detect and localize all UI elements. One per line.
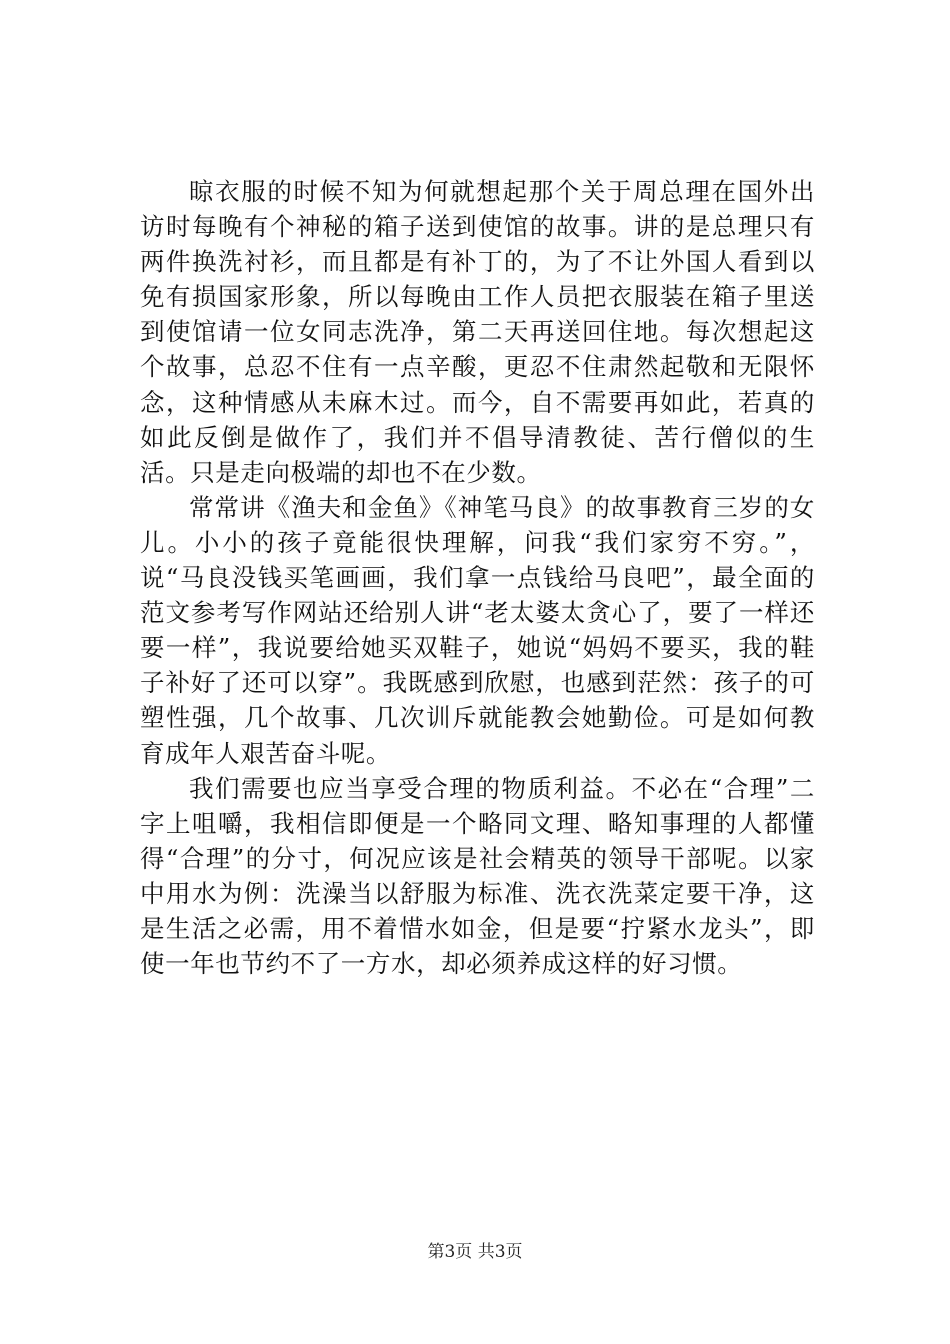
page-footer: 第3页 共3页 — [427, 1242, 523, 1262]
paragraph-1: 晾衣服的时候不知为何就想起那个关于周总理在国外出访时每晚有个神秘的箱子送到使馆的故事。讲的是总理只有两件换洗衬衫，而且都是有补丁的，为了不让外国人看到以免有损国家形象，所以每晚由工作人员把衣服装在箱子里送到使馆请一位女同志洗净，第二天再送回住地。每次想起这个故事，总忍不住有一点辛酸，更忍不住肃然起敬和无限怀念，这种情感从未麻木过。而今，自不需要再如此，若真的如此反倒是做作了，我们并不倡导清教徒、苦行僧似的生活。只是走向极端的却也不在少数。 — [140, 177, 815, 487]
document-body — [140, 174, 815, 981]
paragraph-2: 常常讲《渔夫和金鱼》《神笔马良》的故事教育三岁的女儿。小小的孩子竟能很快理解，问我“我们家穷不穷。”，说“马良没钱买笔画画，我们拿一点钱给马良吧”，最全面的范文参考写作网站还给别人讲“老太婆太贪心了，要了一样还要一样”，我说要给她买双鞋子，她说“妈妈不要买，我的鞋子补好了还可以穿”。我既感到欣慰，也感到茫然：孩子的可塑性强，几个故事、几次训斥就能教会她勤俭。可是如何教育成年人艰苦奋斗呢。 — [140, 492, 815, 768]
paragraph-3: 我们需要也应当享受合理的物质利益。不必在“合理”二字上咀嚼，我相信即便是一个略同文理、略知事理的人都懂得“合理”的分寸，何况应该是社会精英的领导干部呢。以家中用水为例：洗澡当以舒服为标准、洗衣洗菜定要干净，这是生活之必需，用不着惜水如金，但是要“拧紧水龙头”，即使一年也节约不了一方水，却必须养成这样的好习惯。 — [140, 773, 815, 979]
